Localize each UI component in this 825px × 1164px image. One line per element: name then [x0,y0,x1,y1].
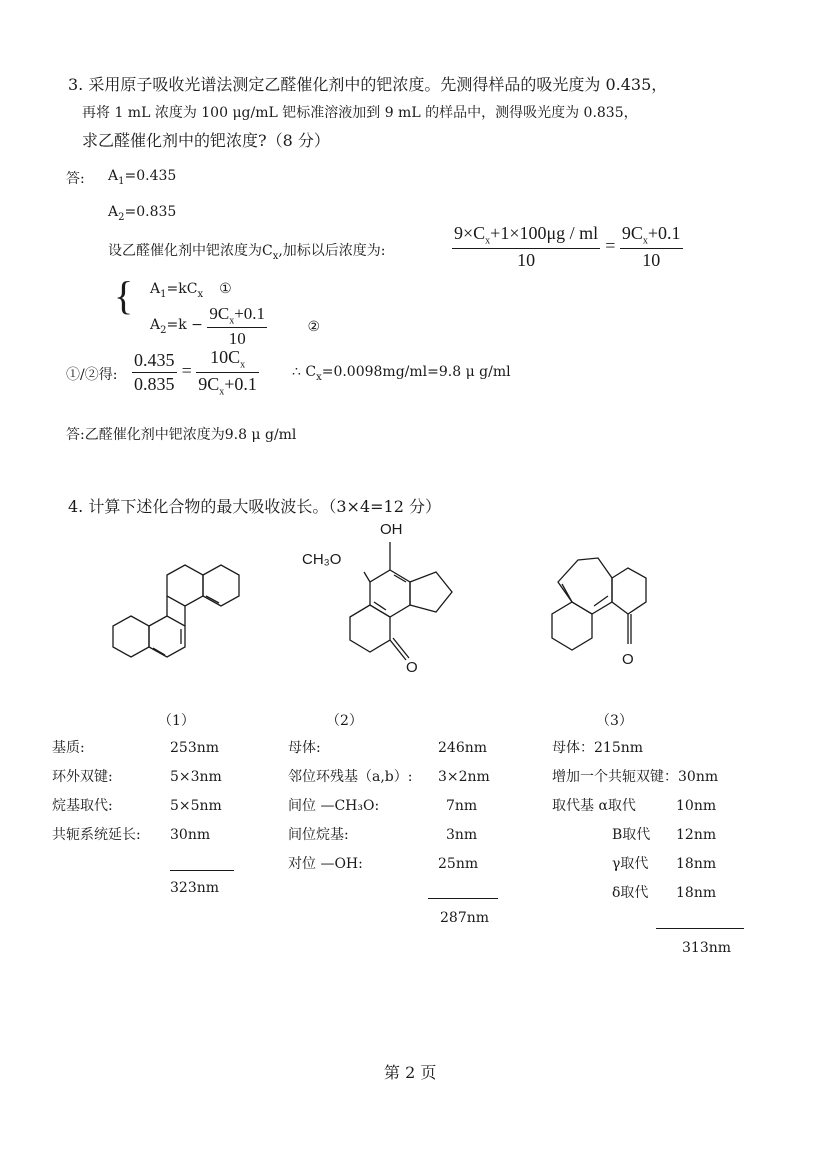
a1-line: $A_1=0.435$ [108,168,177,187]
q4-title: 4. 计算下述化合物的最大吸收波长。（3×4=12 分） [68,497,441,516]
q3-line3: 求乙醛催化剂中的钯浓度?（8 分） [82,131,330,150]
final-answer: 答:乙醛催化剂中钯浓度为9.8 μ g/ml [66,427,297,443]
struct3-o-label: O [622,651,634,668]
setup-fraction-1: $\frac{9\times C_x+1\times 100\mu g / ml}{10}$ = $\frac{9C_x+0.1}{10}$ [454,223,681,270]
struct2-oh-label: OH [380,521,403,538]
system-brace: { [114,273,134,318]
calc-col-2: 母体: 246nm 邻位环残基（a,b）: 3×2nm 间位 —CH₃O: 7nm 间位烷基: 3nm 对位 —OH: 25nm [288,740,490,872]
result-line: ∴ $C_x=0.0098mg/ml=9.8$ μ g/ml [292,364,511,383]
system-eq1: $A_1=kC_x$ ① [150,281,232,300]
ratio-equation: $\frac{0.435}{0.835}$ = $\frac{10C_x}{9C_x+0.1}$ [134,347,257,398]
system-eq2: $A_2=k$ − $\frac{9C_x+0.1}{10}$ ② [150,304,321,349]
answer-label: 答: [66,171,85,187]
col3-total: 313nm [682,940,732,956]
q3-line1: 3. 采用原子吸收光谱法测定乙醛催化剂中的钯浓度。先测得样品的吸光度为 0.435， [68,75,668,94]
calc-col-3: 母体：215nm 增加一个共轭双键：30nm 取代基 α取代 10nm B取代 12nm γ取代 18nm δ取代 18nm [552,740,719,901]
q3-line2: 再将 1 mL 浓度为 100 μg/mL 钯标准溶液加到 9 mL 的样品中，测得吸光度为 0.835， [82,105,638,121]
label-3: （3） [596,713,633,729]
page-number: 第 2 页 [384,1063,437,1082]
label-1: （1） [158,713,195,729]
a2-line: $A_2=0.835$ [108,204,177,223]
structure-2 [294,512,474,682]
col2-total: 287nm [440,910,490,926]
calc-col-1: 基质: 253nm 环外双键: 5×3nm 烷基取代: 5×5nm 共轭系统延长: 30nm [52,740,222,843]
col2-total-rule [428,898,498,899]
col1-total: 323nm [170,880,220,896]
setup-text: 设乙醛催化剂中钯浓度为$C_x$,加标以后浓度为: [108,243,386,262]
ratio-label: ①/②得: [66,367,118,383]
label-2: （2） [326,713,363,729]
col3-total-rule [656,928,744,929]
struct2-ch3o-label: CH₃O [302,551,342,568]
structure-3 [528,548,688,678]
structure-1 [90,538,250,693]
col1-total-rule [170,870,234,871]
struct2-o-label: O [406,659,418,676]
